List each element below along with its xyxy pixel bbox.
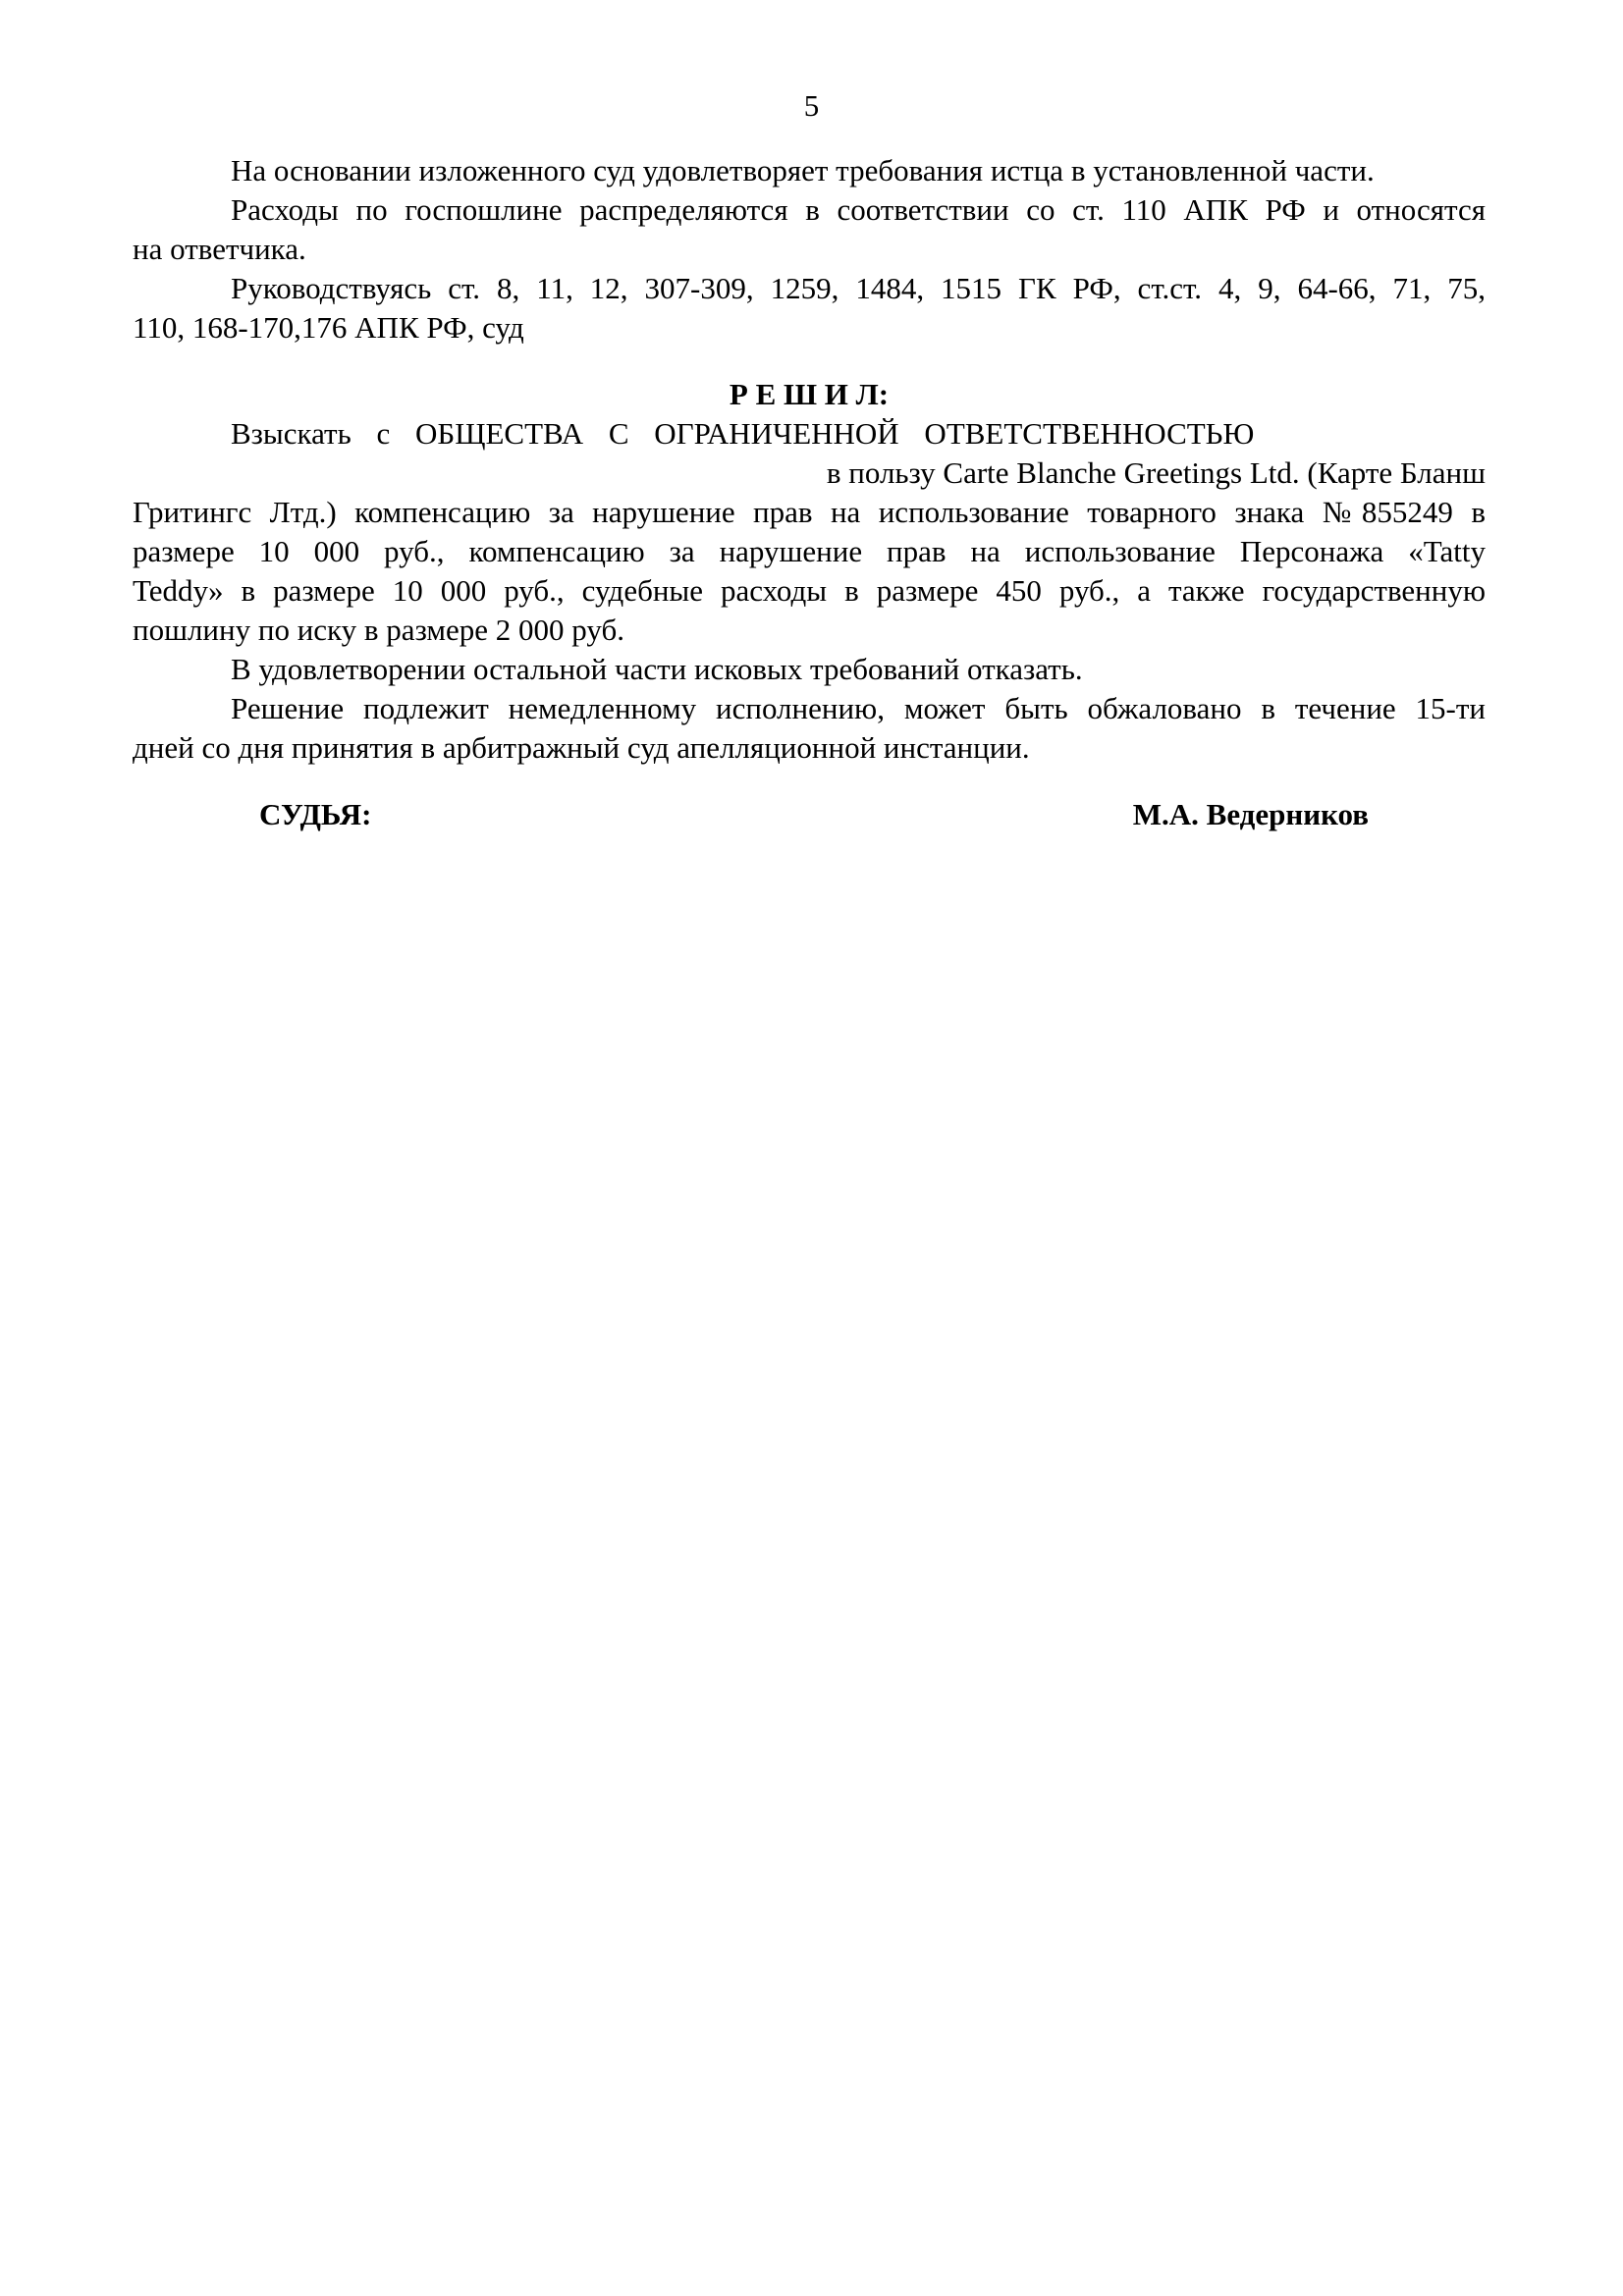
paragraph-award-line-6: пошлину по иску в размере 2 000 руб. [133, 613, 624, 647]
resolution-heading: Р Е Ш И Л: [729, 377, 890, 411]
paragraph-appeal-line-1: Решение подлежит немедленному исполнению, может быть обжаловано в течение 15-ти [231, 691, 1486, 725]
paragraph-award-line-2: в пользу Carte Blanche Greetings Ltd. (Карте Бланш [826, 455, 1486, 490]
document-body [133, 151, 1486, 834]
judge-signature-row [133, 795, 1486, 834]
paragraph-articles-line-2: 110, 168-170,176 АПК РФ, суд [133, 310, 524, 345]
judge-label: СУДЬЯ: [259, 797, 372, 831]
judge-name: М.А. Ведерников [1132, 797, 1369, 831]
paragraph-award-line-3: Гритингс Лтд.) компенсацию за нарушение прав на использование товарного знака №855249 в [133, 495, 1486, 529]
paragraph-award-line-5: Teddy» в размере 10 000 руб., судебные расходы в размере 450 руб., а также государственную [133, 573, 1486, 608]
paragraph-fees-line-1: Расходы по госпошлине распределяются в соответствии со ст. 110 АПК РФ и относятся [231, 192, 1486, 227]
paragraph-award-line-4: размере 10 000 руб., компенсацию за нарушение прав на использование Персонажа «Tatty [133, 534, 1486, 568]
paragraph-basis-line: На основании изложенного суд удовлетворяет требования истца в установленной части. [231, 153, 1375, 187]
paragraph-articles-line-1: Руководствуясь ст. 8, 11, 12, 307-309, 1259, 1484, 1515 ГК РФ, ст.ст. 4, 9, 64-66, 71, 75, [231, 271, 1486, 305]
page-number: 5 [803, 88, 820, 123]
paragraph-dismissal-line: В удовлетворении остальной части исковых требований отказать. [231, 652, 1083, 686]
paragraph-appeal-line-2: дней со дня принятия в арбитражный суд апелляционной инстанции. [133, 730, 1030, 765]
paragraph-fees-line-2: на ответчика. [133, 232, 306, 266]
paragraph-award-line-1: Взыскать с ОБЩЕСТВА С ОГРАНИЧЕННОЙ ОТВЕТСТВЕННОСТЬЮ [231, 416, 1255, 451]
